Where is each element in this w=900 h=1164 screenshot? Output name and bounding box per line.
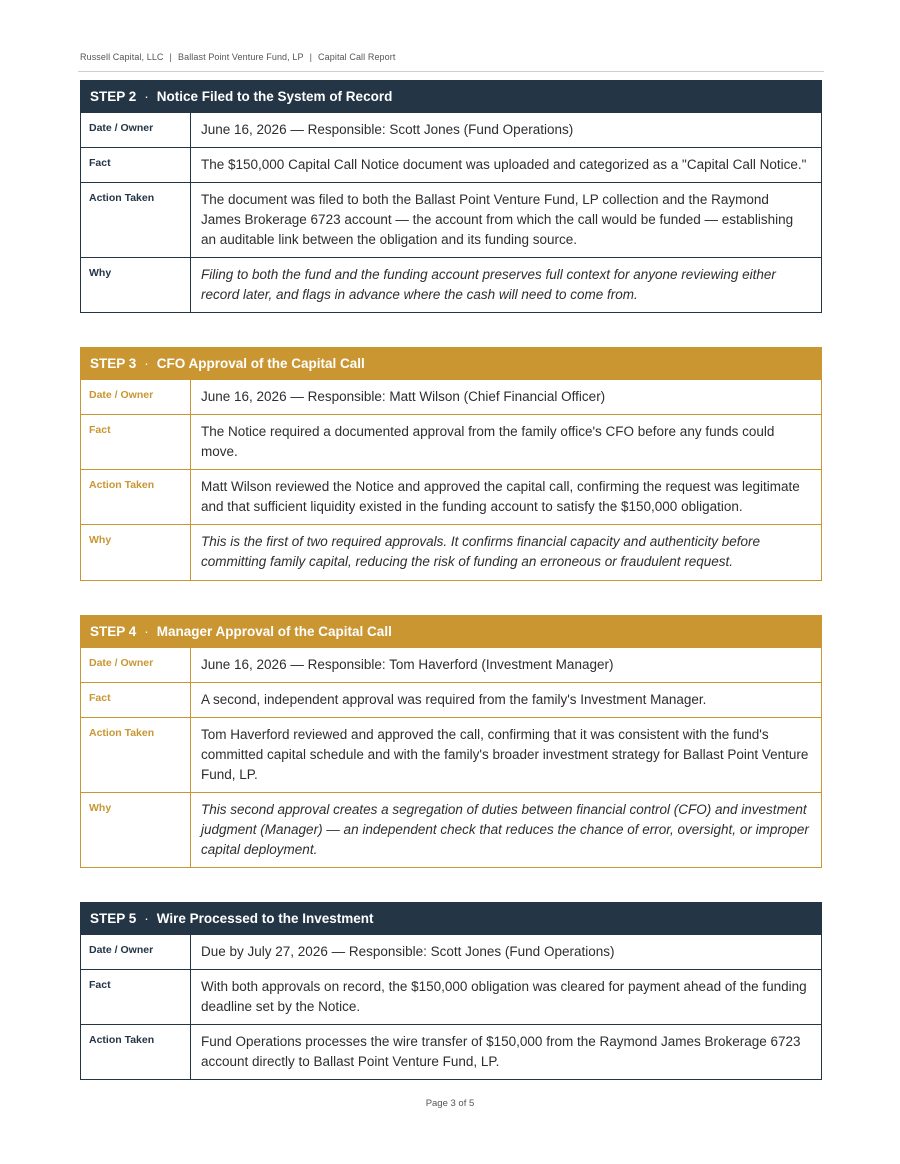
label-date-owner: Date / Owner (81, 648, 191, 683)
row-fact (81, 415, 822, 470)
step-2-section (80, 80, 822, 313)
value-why: Filing to both the fund and the funding account preserves full context for anyone reviewing either record later, and flags in advance where the cash will need to come from. (191, 258, 822, 313)
value-action: Fund Operations processes the wire transfer of $150,000 from the Raymond James Brokerage 6723 account directly to Ballast Point Venture Fund, LP. (191, 1025, 822, 1080)
header-separator: | (309, 52, 313, 62)
step-title: Wire Processed to the Investment (156, 910, 374, 926)
row-action (81, 183, 822, 258)
value-fact: The Notice required a documented approval from the family office's CFO before any funds could move. (191, 415, 822, 470)
step-title-bar: STEP 5 · Wire Processed to the Investment (80, 902, 822, 934)
page-number: Page 3 of 5 (425, 1098, 475, 1109)
row-action (81, 718, 822, 793)
step-number: STEP 4 (90, 623, 137, 639)
value-why: This second approval creates a segregation of duties between financial control (CFO) and investment judgment (Manager) — an independent check that reduces the chance of error, oversight, or improper capital deployment. (191, 793, 822, 868)
label-action: Action Taken (81, 183, 191, 258)
step-table (80, 647, 822, 868)
step-title: CFO Approval of the Capital Call (156, 355, 365, 371)
row-date-owner (81, 113, 822, 148)
value-action: Tom Haverford reviewed and approved the call, confirming that it was consistent with the fund's committed capital schedule and with the family's broader investment strategy for Ballast Point Venture Fund, LP. (191, 718, 822, 793)
label-date-owner: Date / Owner (81, 380, 191, 415)
step-title: Manager Approval of the Capital Call (156, 623, 392, 639)
row-fact (81, 970, 822, 1025)
label-action: Action Taken (81, 1025, 191, 1080)
label-why: Why (81, 258, 191, 313)
step-number: STEP 2 (90, 88, 137, 104)
row-why (81, 258, 822, 313)
value-date-owner: June 16, 2026 — Responsible: Tom Haverford (Investment Manager) (191, 648, 822, 683)
header-separator: | (169, 52, 172, 62)
label-action: Action Taken (81, 470, 191, 525)
label-why: Why (81, 793, 191, 868)
label-action: Action Taken (81, 718, 191, 793)
row-action (81, 1025, 822, 1080)
step-4-section (80, 615, 822, 868)
value-fact: A second, independent approval was required from the family's Investment Manager. (191, 683, 822, 718)
row-fact (81, 683, 822, 718)
row-date-owner (81, 648, 822, 683)
label-fact: Fact (81, 148, 191, 183)
header-report: Capital Call Report (318, 52, 396, 62)
step-title-bar: STEP 4 · Manager Approval of the Capital Call (80, 615, 822, 647)
label-fact: Fact (81, 970, 191, 1025)
step-table (80, 934, 822, 1080)
header-fund: Ballast Point Venture Fund, LP (178, 52, 304, 62)
step-number: STEP 3 (90, 355, 137, 371)
step-table (80, 379, 822, 581)
label-date-owner: Date / Owner (81, 113, 191, 148)
row-action (81, 470, 822, 525)
value-action: The document was filed to both the Ballast Point Venture Fund, LP collection and the Raymond James Brokerage 6723 account — the account from which the call would be funded — establishing an auditable link between the obligation and its funding source. (191, 183, 822, 258)
step-title: Notice Filed to the System of Record (156, 88, 393, 104)
label-fact: Fact (81, 683, 191, 718)
running-header (80, 52, 822, 62)
header-company: Russell Capital, LLC (80, 52, 164, 62)
value-fact: The $150,000 Capital Call Notice document was uploaded and categorized as a "Capital Call Notice." (191, 148, 822, 183)
row-fact (81, 148, 822, 183)
label-date-owner: Date / Owner (81, 935, 191, 970)
value-action: Matt Wilson reviewed the Notice and approved the capital call, confirming the request was legitimate and that sufficient liquidity existed in the funding account to satisfy the $150,000 obligation. (191, 470, 822, 525)
value-date-owner: June 16, 2026 — Responsible: Scott Jones (Fund Operations) (191, 113, 822, 148)
step-table (80, 112, 822, 313)
value-date-owner: Due by July 27, 2026 — Responsible: Scott Jones (Fund Operations) (191, 935, 822, 970)
row-why (81, 525, 822, 581)
step-5-section (80, 902, 822, 1080)
value-fact: With both approvals on record, the $150,000 obligation was cleared for payment ahead of the funding deadline set by the Notice. (191, 970, 822, 1025)
value-why: This is the first of two required approvals. It confirms financial capacity and authenticity before committing family capital, reducing the risk of funding an erroneous or fraudulent request. (191, 525, 822, 581)
label-why: Why (81, 525, 191, 581)
step-3-section (80, 347, 822, 581)
label-fact: Fact (81, 415, 191, 470)
row-date-owner (81, 380, 822, 415)
row-date-owner (81, 935, 822, 970)
step-number: STEP 5 (90, 910, 137, 926)
row-why (81, 793, 822, 868)
value-date-owner: June 16, 2026 — Responsible: Matt Wilson (Chief Financial Officer) (191, 380, 822, 415)
step-title-bar: STEP 2 · Notice Filed to the System of Record (80, 80, 822, 112)
step-title-bar: STEP 3 · CFO Approval of the Capital Call (80, 347, 822, 379)
header-divider (78, 71, 824, 72)
